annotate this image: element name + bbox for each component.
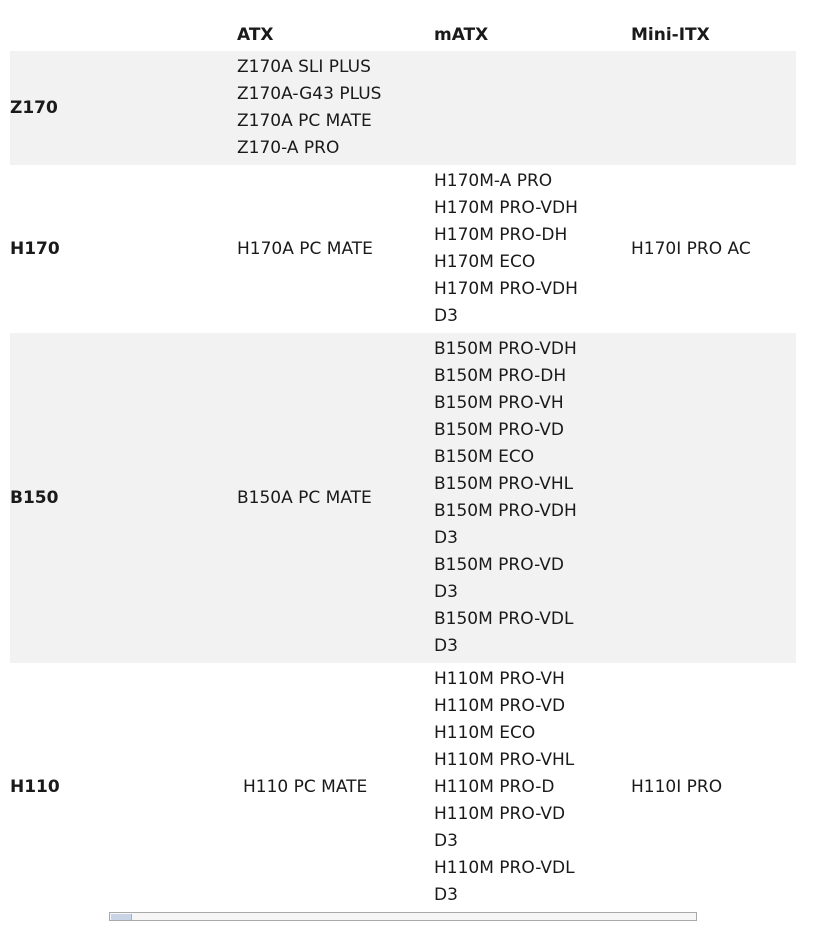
model-name: B150M PRO-VD bbox=[434, 555, 564, 575]
horizontal-scrollbar[interactable] bbox=[109, 912, 697, 921]
model-name: H170A PC MATE bbox=[237, 238, 373, 259]
table-row-h170 bbox=[10, 165, 796, 333]
model-name: B150M ECO bbox=[434, 447, 535, 467]
header-matx: mATX bbox=[434, 24, 489, 45]
mini-itx-cell bbox=[627, 663, 796, 912]
model-name: H110M PRO-VH bbox=[434, 669, 565, 689]
model-name: H110I PRO bbox=[631, 777, 723, 797]
mini-itx-cell bbox=[627, 165, 796, 333]
atx-cell bbox=[233, 51, 430, 165]
model-name: B150M PRO-VHL bbox=[434, 474, 574, 494]
chipset-cell: H170 bbox=[10, 238, 60, 259]
chipset-cell: B150 bbox=[10, 333, 233, 663]
model-name: B150M PRO-DH bbox=[434, 366, 567, 386]
header-atx: ATX bbox=[237, 24, 274, 45]
model-name: D3 bbox=[434, 885, 458, 905]
model-name: Z170A-G43 PLUS bbox=[237, 84, 382, 104]
model-name: H110M ECO bbox=[434, 723, 536, 743]
table-row-z170 bbox=[10, 51, 796, 165]
model-name: H170M PRO-DH bbox=[434, 225, 568, 245]
model-name: H110 PC MATE bbox=[243, 777, 368, 797]
model-name: D3 bbox=[434, 582, 458, 602]
model-name: H170M PRO-VDH bbox=[434, 198, 578, 218]
mini-itx-cell bbox=[627, 51, 796, 165]
model-name: B150M PRO-VH bbox=[434, 393, 564, 413]
model-name: B150M PRO-VDL bbox=[434, 609, 574, 629]
table-row-b150 bbox=[10, 333, 796, 663]
model-name: D3 bbox=[434, 306, 458, 326]
model-name: Z170A PC MATE bbox=[237, 111, 372, 131]
model-name: B150M PRO-VDH bbox=[434, 501, 577, 521]
model-name: Z170-A PRO bbox=[237, 138, 340, 158]
model-name: B150M PRO-VDH bbox=[434, 339, 577, 359]
atx-cell bbox=[233, 663, 430, 912]
model-name: H170I PRO AC bbox=[631, 238, 751, 259]
atx-cell bbox=[233, 333, 430, 663]
model-name: B150A PC MATE bbox=[237, 487, 372, 508]
model-name: H170M-A PRO bbox=[434, 171, 553, 191]
model-name: H110M PRO-VDL bbox=[434, 858, 575, 878]
model-name: H110M PRO-VD bbox=[434, 804, 566, 824]
chipset-cell: H110 bbox=[10, 777, 60, 797]
header-mini-itx: Mini-ITX bbox=[631, 24, 710, 45]
model-name: D3 bbox=[434, 636, 458, 656]
model-name: D3 bbox=[434, 831, 458, 851]
atx-cell bbox=[233, 165, 430, 333]
motherboard-table bbox=[10, 18, 796, 912]
model-name: H110M PRO-D bbox=[434, 777, 555, 797]
model-name: H110M PRO-VHL bbox=[434, 750, 575, 770]
model-name: Z170A SLI PLUS bbox=[237, 57, 371, 77]
matx-cell bbox=[430, 51, 627, 165]
scrollbar-thumb[interactable] bbox=[111, 914, 132, 920]
mini-itx-cell bbox=[627, 333, 796, 663]
header-row bbox=[10, 18, 796, 51]
model-name: B150M PRO-VD bbox=[434, 420, 564, 440]
matx-cell bbox=[430, 165, 627, 333]
model-name: D3 bbox=[434, 528, 458, 548]
table-row-h110 bbox=[10, 663, 796, 912]
matx-cell bbox=[430, 333, 627, 663]
header-chipset bbox=[10, 18, 233, 51]
matx-cell bbox=[430, 663, 627, 912]
model-name: H170M PRO-VDH bbox=[434, 279, 578, 299]
model-name: H170M ECO bbox=[434, 252, 536, 272]
chipset-cell: Z170 bbox=[10, 51, 233, 165]
model-name: H110M PRO-VD bbox=[434, 696, 566, 716]
